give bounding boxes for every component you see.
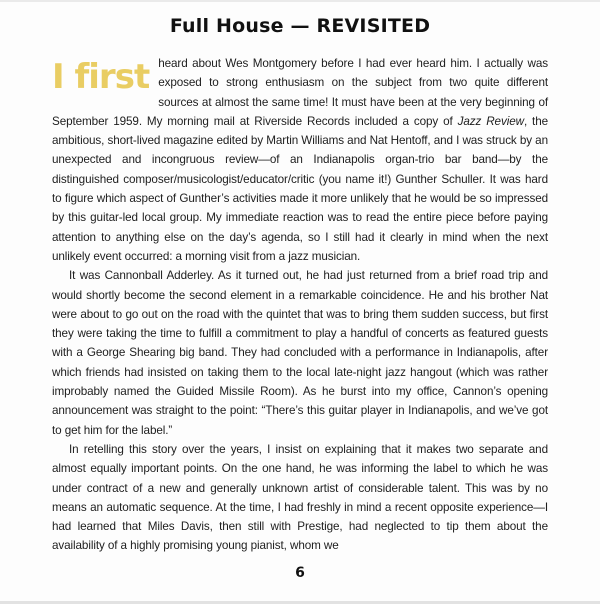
- paragraph-1: [52, 54, 548, 266]
- article-body: [52, 54, 548, 556]
- page-number: 6: [295, 564, 305, 581]
- paragraph-1-text-before-italic: heard about Wes Montgomery before I had ever heard him. I actually was exposed to strong enthusiasm on the subject from two quite different sources at almost the same time! It must have been at the very beginning of September 1959. My morning mail at Riverside Records included a copy of: [52, 57, 548, 128]
- paragraph-3: In retelling this story over the years, I insist on explaining that it makes two separate and almost equally important points. On the one hand, he was informing the label to which he was under contract of a new and generally unknown artist of considerable talent. This was by no means an automatic sequence. At the time, I had freshly in mind a recent opposite experience—I had learned that Miles Davis, then still with Prestige, had neglected to tip them about the availability of a highly promising young pianist, whom we: [52, 442, 548, 553]
- magazine-title-italic: Jazz Review: [457, 114, 524, 128]
- page-top-edge: [0, 0, 600, 2]
- page-title: Full House — REVISITED: [169, 15, 431, 37]
- lead-in-text: I first: [52, 57, 150, 98]
- paragraph-2: It was Cannonball Adderley. As it turned out, he had just returned from a brief road trip and would shortly become the second element in a remarkable coincidence. He and his brother Nat were about to go out on the road with the quintet that was to bring them sudden success, but first they were taking the time to fulfill a commitment to play a handful of concerts as featured guests with a George Shearing big band. They had concluded with a performance in Indianapolis, after which friends had insisted on taking them to the local late-night jazz hangout (which was rather improbably named the Guided Missile Room). As he burst into my office, Cannon’s opening announcement was straight to the point: “There’s this guitar player in Indianapolis, and we’ve got to get him for the label.”: [52, 269, 548, 437]
- paragraph-1-text-after-italic: , the ambitious, short-lived magazine edited by Martin Williams and Nat Hentoff, and I was struck by an unexpected and incongruous review—of an Indianapolis organ-trio bar band—by the distinguished composer/musicologist/educator/critic (you name it!) Gunther Schuller. It was hard to figure which aspect of Gunther’s activities made it more unlikely that he would be so impressed by this guitar-led local group. My immediate reaction was to read the entire piece before paying attention to anything else on the day’s agenda, so I still had it clearly in mind when the next unlikely event occurred: a morning visit from a jazz musician.: [52, 114, 548, 263]
